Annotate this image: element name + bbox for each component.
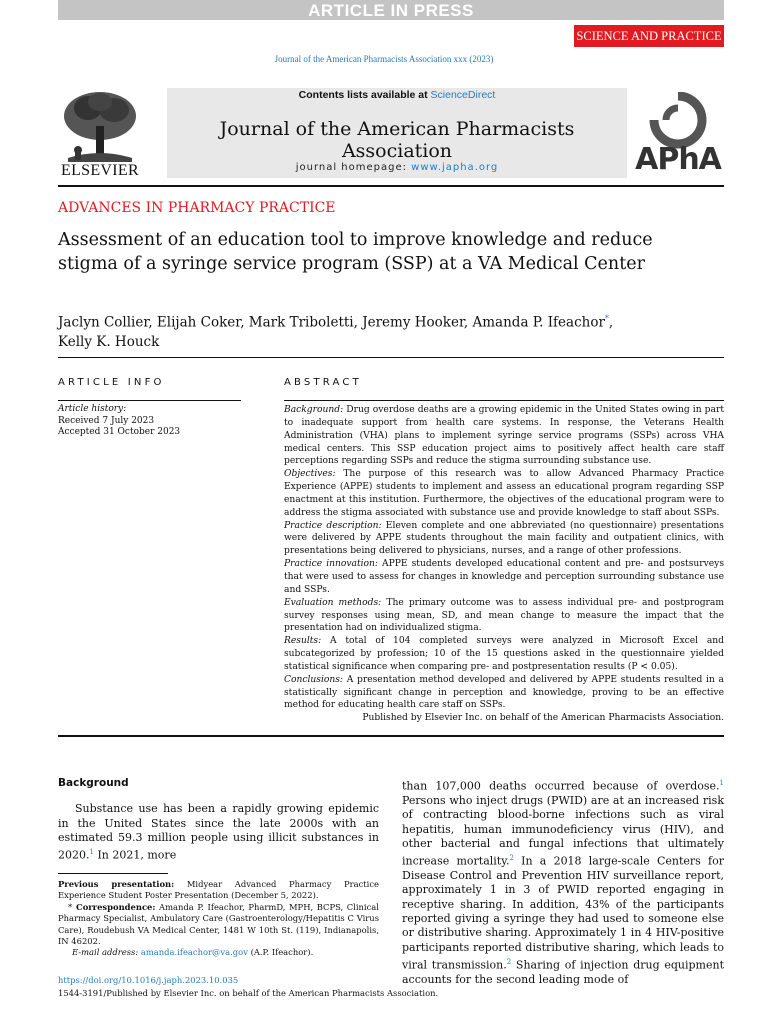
reference-link[interactable]: 2 [509, 854, 514, 863]
issn-line: 1544-3191/Published by Elsevier Inc. on behalf of the American Pharmacists Association. [58, 988, 439, 998]
body-text: In 2021, more [93, 848, 177, 862]
reference-link[interactable]: 1 [719, 779, 724, 787]
abstract-section [284, 520, 724, 559]
accepted-date: Accepted 31 October 2023 [58, 427, 181, 437]
abstract-label: Results: [284, 636, 322, 647]
abstract-divider [58, 735, 724, 737]
contents-prefix: Contents lists available at [298, 89, 431, 101]
body-text: than 107,000 deaths occurred because of overdose. [402, 779, 720, 793]
abstract-label: Evaluation methods: [284, 597, 382, 608]
footnote-rule [58, 873, 168, 874]
article-category: ADVANCES IN PHARMACY PRACTICE [58, 200, 336, 216]
body-left-column [58, 776, 379, 863]
reference-link[interactable]: 1 [89, 848, 94, 857]
apha-logo[interactable] [630, 92, 726, 178]
body-text: Substance use has been a rapidly growing epidemic in the United States since the late 2000s with an estimated 59.3 million people using illicit substances in 2020. [58, 802, 379, 862]
footnote-text: Midyear Advanced Pharmacy Practice Experience Student Poster Presentation (December 5, 2022). [58, 879, 379, 901]
reference-link[interactable]: 2 [506, 957, 512, 966]
abstract-text: Eleven complete and one abbreviated (no questionnaire) presentations were delivered by APPE students throughout the main facility and outpatient clinics, with presentations being delivered to physicians, nurses, and a range of other professions. [284, 520, 724, 557]
abstract-label: Background: [284, 405, 344, 415]
body-text: In a 2018 large-scale Centers for Disease Control and Prevention HIV surveillance report, approximately 1 in 3 of PWID reported engaging in receptive sharing. In addition, 43% of the participants reported giving a syringe they had used to someone else or distributive sharing. Approximately 1 in 4 HIV-positive participants reported distributive sharing, which leads to viral transmission. [402, 854, 724, 972]
sciencedirect-link[interactable]: ScienceDirect [430, 89, 496, 101]
body-paragraph [402, 776, 724, 987]
background-heading: Background [58, 777, 129, 789]
section-tag: SCIENCE AND PRACTICE [574, 25, 724, 47]
body-paragraph [58, 802, 379, 863]
abstract-section [284, 635, 724, 674]
history-label: Article history: [58, 404, 127, 414]
abstract-label: Practice innovation: [284, 559, 378, 570]
article-info-heading: ARTICLE INFO [58, 377, 165, 388]
abstract-heading: ABSTRACT [284, 377, 362, 388]
abstract-section [284, 468, 724, 519]
abstract-label: Practice description: [284, 520, 382, 531]
header-divider [58, 185, 724, 187]
footnote-star: * [68, 901, 73, 912]
body-right-column [402, 776, 724, 987]
publisher-note: Published by Elsevier Inc. on behalf of the American Pharmacists Association. [362, 713, 724, 724]
journal-title: Journal of the American Pharmacists Association [219, 118, 575, 162]
previous-presentation-note [58, 879, 379, 902]
journal-header-box [167, 88, 627, 178]
authors-line-2: Kelly K. Houck [58, 333, 160, 350]
article-in-press-banner: ARTICLE IN PRESS [58, 0, 724, 20]
apha-wordmark: APhA [635, 142, 721, 177]
abstract-text: APPE students developed educational content and pre- and postsurveys that were used to assess for changes in knowledge and perception surrounding substance use and SSPs. [284, 559, 725, 595]
author-list [58, 309, 678, 352]
elsevier-wordmark: ELSEVIER [61, 162, 139, 179]
footnote-label: Correspondence: [72, 901, 156, 912]
abstract-section [284, 597, 724, 636]
correspondence-note [58, 902, 379, 948]
email-link[interactable]: amanda.ifeachor@va.gov [140, 947, 248, 958]
abstract-section [284, 404, 724, 468]
elsevier-logo[interactable] [58, 88, 142, 180]
abstract-text: Drug overdose deaths are a growing epidemic in the United States owing in part to inadequate support from health care systems. In response, the Veterans Health Administration (VHA) plans to implement syringe service programs (SSPs) across VHA medical centers. This SSP education project aims to positively affect health care staff perceptions regarding SSPs and reduce the stigma surrounding substance use. [284, 405, 724, 467]
contents-line [167, 89, 627, 101]
abstract-label: Objectives: [284, 469, 336, 480]
abstract-body [284, 404, 724, 725]
doi-link[interactable]: https://doi.org/10.1016/j.japh.2023.10.035 [58, 975, 239, 985]
body-text: Sharing of injection drug equipment accounts for the second leading mode of [402, 958, 725, 986]
abstract-text: A presentation method developed and delivered by APPE students resulted in a statistically significant change in perception and knowledge, proving to be an effective method for educating health care staff on SSPs. [284, 674, 724, 711]
abstract-text: A total of 104 completed surveys were analyzed in Microsoft Excel and subcategorized by profession; 10 of the 15 questions asked in the questionnaire yielded statistical significance when comparing pre- and postpresentation results (P < 0.05). [284, 636, 724, 672]
authors-divider [58, 357, 724, 358]
abstract-section [284, 558, 724, 597]
email-note [58, 947, 379, 958]
footnotes [58, 879, 379, 959]
homepage-link[interactable]: www.japha.org [411, 162, 499, 173]
email-label: E-mail address: [72, 947, 139, 958]
journal-citation-link[interactable]: Journal of the American Pharmacists Association xxx (2023) [274, 54, 494, 64]
received-date: Received 7 July 2023 [58, 415, 155, 426]
homepage-line [167, 162, 627, 173]
abstract-section [284, 674, 724, 713]
footnote-text: Amanda P. Ifeachor, PharmD, MPH, BCPS, Clinical Pharmacy Specialist, Ambulatory Care (Gastroenterology/Hepatitis C Virus Care), Roudebush VA Medical Center, 1481 W 10th St. (119), Indianapolis, IN 46202. [58, 901, 379, 947]
footnote-label: Previous presentation: [58, 879, 175, 889]
article-title: Assessment of an education tool to improve knowledge and reduce stigma of a syringe service program (SSP) at a VA Medical Center [58, 230, 653, 274]
abstract-label: Conclusions: [284, 674, 343, 685]
body-text: Persons who inject drugs (PWID) are at an increased risk of contracting blood-borne infections such as viral hepatitis, human immunodeficiency virus (HIV), and other bacterial and fungal infections that ultimately increase mortality. [402, 793, 724, 868]
abstract-text: The primary outcome was to assess individual pre- and postprogram survey responses using mean, SD, and mean change to measure the impact that the presentation had on individualized stigma. [284, 597, 724, 634]
abstract-rule [284, 400, 724, 401]
footnote-text: (A.P. Ifeachor). [247, 947, 314, 958]
authors-comma: , [608, 314, 614, 331]
authors-line-1: Jaclyn Collier, Elijah Coker, Mark Triboletti, Jeremy Hooker, Amanda P. Ifeachor [58, 314, 605, 331]
article-info-rule [58, 400, 241, 401]
corresponding-author-link[interactable]: * [604, 314, 609, 323]
homepage-prefix: journal homepage: [295, 162, 412, 173]
abstract-text: The purpose of this research was to allow Advanced Pharmacy Practice Experience (APPE) students to implement and assess an educational program regarding SSP enactment at this institution. Furthermore, the objectives of the educational program were to address the stigma associated with substance use and provide knowledge to staff about SSPs. [284, 469, 724, 518]
article-history [58, 404, 241, 439]
